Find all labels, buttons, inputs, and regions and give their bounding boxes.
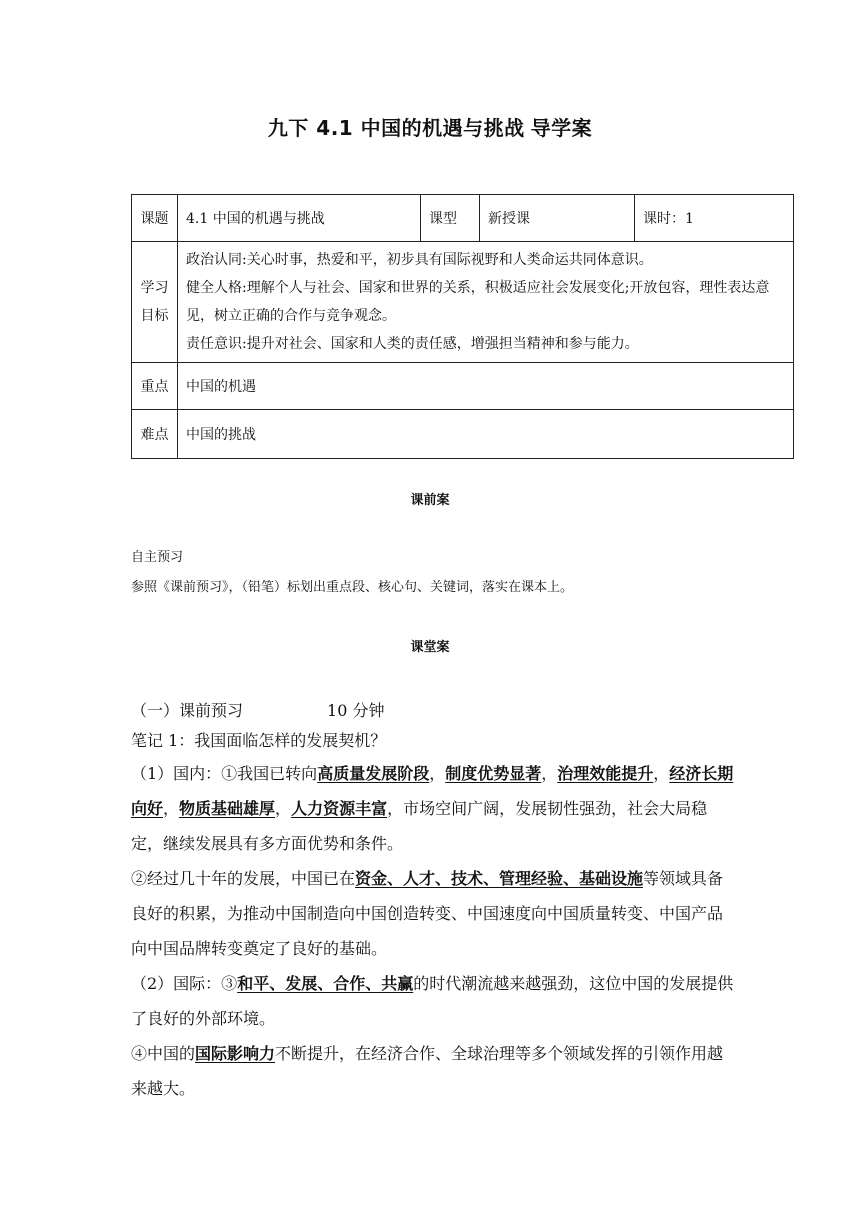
page-title	[0, 112, 860, 141]
goals-label-line-1: 学习	[140, 280, 169, 296]
key-value: 中国的机遇	[178, 363, 794, 410]
goal-item: 政治认同:关心时事，热爱和平，初步具有国际视野和人类命运共同体意识。	[186, 252, 653, 268]
topic-label: 课题	[132, 195, 178, 242]
keyword: 资金、人才、技术、管理经验、基础设施	[355, 869, 644, 888]
text-run: ，	[653, 764, 670, 783]
preview-instruction: 参照《课前预习》，（铅笔）标划出重点段、核心句、关键词，落实在课本上。	[131, 580, 574, 595]
keyword: 经济长期向好	[131, 764, 734, 818]
self-preview-label: 自主预习	[131, 550, 184, 565]
text-run: ，	[541, 764, 558, 783]
text-run: 等领域具备良好的积累，为推动中国制造向中国创造转变、中国速度向中国质量转变、中国产品向中国品牌转变奠定了良好的基础。	[131, 869, 724, 958]
paragraph-domestic-2	[131, 861, 737, 966]
table-row-difficulty	[132, 410, 794, 459]
difficulty-value: 中国的挑战	[178, 410, 794, 459]
section-timing: 10 分钟	[327, 701, 385, 720]
keyword: 和平、发展、合作、共赢	[237, 974, 414, 993]
title-main: 九下 4.1 中国的机遇与挑战	[267, 116, 525, 140]
text-run: ④中国的	[131, 1044, 196, 1063]
key-label: 重点	[132, 363, 178, 410]
goals-label-line-2: 目标	[140, 308, 169, 324]
table-row-topic	[132, 195, 794, 242]
table-row-key	[132, 363, 794, 410]
text-run: 不断提升，在经济合作、全球治理等多个领域发挥的引领作用越来越大。	[131, 1044, 724, 1098]
table-row-goals	[132, 242, 794, 363]
section-line	[131, 696, 737, 726]
goals-label	[132, 242, 178, 363]
difficulty-label: 难点	[132, 410, 178, 459]
text-run: （2）国际：③	[131, 974, 238, 993]
text-run: ，	[275, 799, 292, 818]
goals-content	[178, 242, 794, 363]
lesson-info-table	[131, 194, 794, 459]
hours-value: 课时：1	[635, 195, 794, 242]
text-run: （1）国内：①我国已转向	[131, 764, 318, 783]
keyword: 人力资源丰富	[291, 799, 388, 818]
type-value: 新授课	[480, 195, 635, 242]
preclass-heading: 课前案	[410, 493, 450, 508]
keyword: 治理效能提升	[557, 764, 654, 783]
paragraph-domestic-1	[131, 756, 737, 861]
paragraph-international-2	[131, 1036, 737, 1106]
keyword: 物质基础雄厚	[179, 799, 276, 818]
section-title: （一）课前预习	[131, 701, 244, 720]
text-run: ，市场空间广阔，发展韧性强劲，社会大局稳定，继续发展具有多方面优势和条件。	[131, 799, 708, 853]
type-label: 课型	[421, 195, 480, 242]
title-suffix: 导学案	[530, 116, 593, 140]
text-run: ，	[163, 799, 180, 818]
keyword: 制度优势显著	[445, 764, 542, 783]
text-run: ，	[429, 764, 446, 783]
topic-value: 4.1 中国的机遇与挑战	[178, 195, 421, 242]
goal-item: 责任意识:提升对社会、国家和人类的责任感，增强担当精神和参与能力。	[186, 336, 639, 352]
goal-item: 健全人格:理解个人与社会、国家和世界的关系，积极适应社会发展变化;开放包容，理性表达意见，树立正确的合作与竞争观念。	[186, 280, 770, 324]
keyword: 国际影响力	[195, 1044, 276, 1063]
note-question: 笔记 1：我国面临怎样的发展契机？	[131, 731, 387, 750]
text-run: 的时代潮流越来越强劲，这位中国的发展提供了良好的外部环境。	[131, 974, 734, 1028]
text-run: ②经过几十年的发展，中国已在	[131, 869, 356, 888]
paragraph-international-1	[131, 966, 737, 1036]
inclass-heading: 课堂案	[410, 640, 450, 655]
keyword: 高质量发展阶段	[317, 764, 430, 783]
inclass-content	[131, 696, 737, 1106]
